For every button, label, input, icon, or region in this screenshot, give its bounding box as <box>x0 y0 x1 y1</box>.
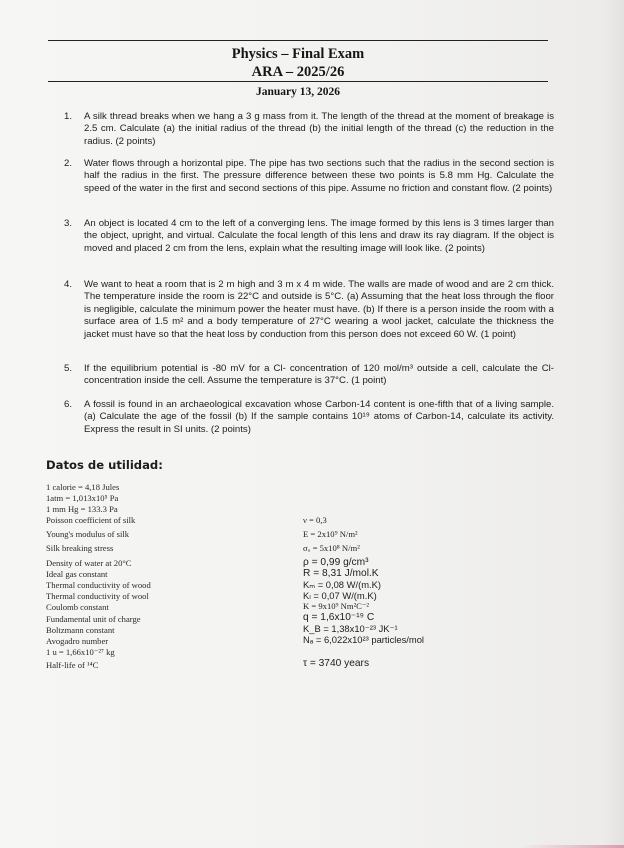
exam-subtitle: ARA – 2025/26 <box>251 64 345 80</box>
constant-value: ν = 0,3 <box>303 515 327 525</box>
constant-label: Fundamental unit of charge <box>46 614 141 624</box>
constant-label: Boltzmann constant <box>46 625 115 635</box>
constant-label: Coulomb constant <box>46 602 109 612</box>
constant-value: q = 1,6x10⁻¹⁹ C <box>303 612 375 623</box>
constant-label: Thermal conductivity of wood <box>46 580 151 590</box>
question-text: Water flows through a horizontal pipe. The pipe has two sections such that the radius in the second section is half the radius in the first. The pressure difference between these two points is 5.8 mm Hg. Calculate the speed of the water in the first and second sections of this pipe. Assume no friction and constant flow. (2 points) <box>84 158 554 194</box>
question-number: 5. <box>64 363 73 374</box>
question-text: We want to heat a room that is 2 m high and 3 m x 4 m wide. The walls are made of wood and are 2 cm thick. The temperature inside the room is 22°C and outside is 5°C. (a) Assuming that the heat loss through the floor is negligible, calculate the minimum power the heater must have. (b) If there is a person inside the room with a surface area of 1.5 m² and a body temperature of 27°C wearing a wool jacket, calculate the thickness the jacket must have so that the heat loss by conduction from this person does not exceed 60 W. (1 point) <box>84 279 554 340</box>
question-text: An object is located 4 cm to the left of a converging lens. The image formed by this lens is 3 times larger than the object, upright, and virtual. Calculate the focal length of this lens and draw its ray diagram. If the object is moved and placed 2 cm from the lens, explain what the resulting image will look like. (2 points) <box>84 218 554 254</box>
constant-value: τ = 3740 years <box>303 658 370 669</box>
question-number: 4. <box>64 279 73 290</box>
constant-label: Ideal gas constant <box>46 569 108 579</box>
constant-label: 1atm = 1,013x10⁵ Pa <box>46 493 119 503</box>
middle-rule <box>48 81 548 82</box>
top-rule <box>48 40 548 41</box>
question-number: 2. <box>64 158 73 169</box>
data-section-heading: Datos de utilidad: <box>46 458 163 472</box>
constant-value: Kₘ = 0,08 W/(m.K) <box>303 579 381 590</box>
constant-label: Young's modulus of silk <box>46 529 130 539</box>
constant-value: E = 2x10⁹ N/m² <box>303 529 358 539</box>
exam-date: January 13, 2026 <box>255 86 341 98</box>
question-number: 1. <box>64 111 73 122</box>
page-edge-shadow <box>602 0 624 848</box>
constant-label: Avogadro number <box>46 636 109 646</box>
constant-value: σᵤ = 5x10⁸ N/m² <box>303 543 360 553</box>
constant-label: 1 u = 1,66x10⁻²⁷ kg <box>46 647 115 657</box>
constant-value: Kₗ = 0,07 W/(m.K) <box>303 590 377 601</box>
constant-label: Silk breaking stress <box>46 543 114 553</box>
constant-label: Thermal conductivity of wool <box>46 591 149 601</box>
constant-label: Poisson coefficient of silk <box>46 515 136 525</box>
question-text: If the equilibrium potential is -80 mV for a Cl- concentration of 120 mol/m³ outside a cell, calculate the Cl- concentration inside the cell. Assume the temperature is 37°C. (1 point) <box>84 363 554 387</box>
question-text: A silk thread breaks when we hang a 3 g mass from it. The length of the thread at the moment of breakage is 2.5 cm. Calculate (a) the initial radius of the thread (b) the initial length of the thread (c) the reduction in the radius. (2 points) <box>84 111 554 147</box>
constant-value: Nₐ = 6,022x10²³ particles/mol <box>303 634 424 645</box>
constant-value: R = 8,31 J/mol.K <box>303 568 379 579</box>
constant-label: 1 mm Hg = 133.3 Pa <box>46 504 118 514</box>
question-number: 6. <box>64 399 73 410</box>
constant-label: 1 calorie = 4,18 Jules <box>46 482 120 492</box>
constant-value: K_B = 1,38x10⁻²³ JK⁻¹ <box>303 623 398 634</box>
constant-label: Density of water at 20°C <box>46 558 132 568</box>
constant-value: K = 9x10⁹ Nm²C⁻² <box>303 601 369 611</box>
constant-value: ρ = 0,99 g/cm³ <box>303 557 369 568</box>
exam-title: Physics – Final Exam <box>231 46 365 62</box>
constant-label: Half-life of ¹⁴C <box>46 660 99 670</box>
question-number: 3. <box>64 218 73 229</box>
question-text: A fossil is found in an archaeological excavation whose Carbon-14 content is one-fifth that of a living sample. (a) Calculate the age of the fossil (b) If the sample contains 10¹⁹ atoms of Carbon-14, calculate its activity. Express the result in SI units. (2 points) <box>84 399 554 435</box>
